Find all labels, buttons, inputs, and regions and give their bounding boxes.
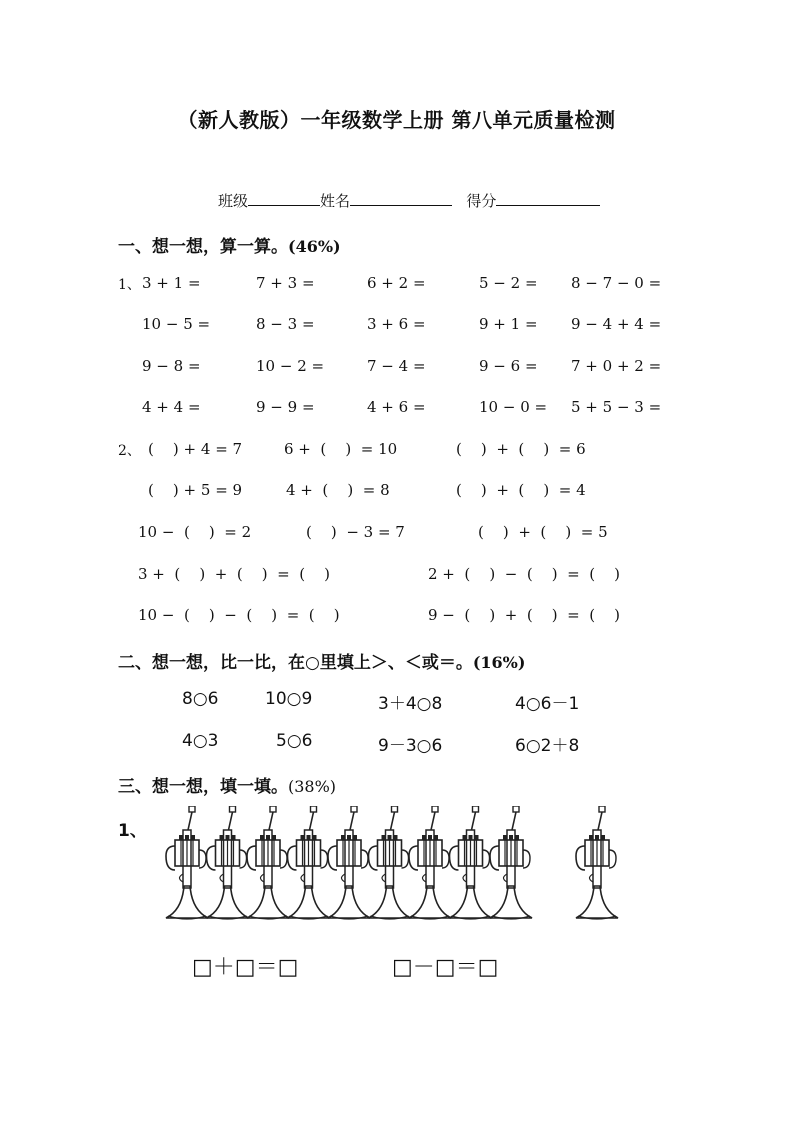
calc-problem[interactable]: 9 − 4 + 4 = [571, 315, 662, 333]
calc-problem[interactable]: 7 − 4 = [367, 357, 426, 375]
section3-part1-label: 1、 [118, 821, 147, 841]
addition-equation[interactable]: □＋□＝□ [192, 955, 299, 980]
calc-problem[interactable]: 5 + 5 − 3 = [571, 398, 662, 416]
trumpet-illustration [160, 806, 620, 922]
calc-problem[interactable]: 8 − 3 = [256, 315, 315, 333]
section1-part1-label: 1、 [118, 277, 141, 293]
trumpet-icon [450, 806, 492, 919]
calc-problem[interactable]: 10 − 5 = [142, 315, 211, 333]
fill-blank-problem[interactable]: ( ) + ( ) = 6 [456, 440, 586, 458]
fill-blank-problem[interactable]: 10 − ( ) = 2 [138, 523, 252, 541]
calc-problem[interactable]: 9 − 6 = [479, 357, 538, 375]
trumpet-icon [207, 806, 249, 919]
calc-problem[interactable]: 6 + 2 = [367, 274, 426, 292]
section2-percent: (16%) [472, 653, 526, 672]
calc-problem[interactable]: 4 + 4 = [142, 398, 201, 416]
fill-blank-problem[interactable]: 2 + ( ) − ( ) = ( ) [428, 565, 621, 583]
comparison-problem[interactable]: 4○3 [182, 731, 219, 751]
section3-heading: 三、想一想，填一填。(38%) [118, 777, 337, 797]
calc-problem[interactable]: 10 − 2 = [256, 357, 325, 375]
trumpet-icon [369, 806, 411, 919]
section1-heading: 一、想一想，算一算。(46%) [118, 237, 341, 257]
trumpet-icon [166, 806, 208, 919]
fill-blank-problem[interactable]: ( ) + 5 = 9 [148, 481, 243, 499]
fill-blank-problem[interactable]: 4 + ( ) = 8 [286, 481, 390, 499]
name-blank[interactable] [350, 191, 452, 206]
calc-problem[interactable]: 9 − 9 = [256, 398, 315, 416]
section2-heading: 二、想一想，比一比，在○里填上＞、＜或＝。(16%) [118, 653, 526, 673]
page-title: （新人教版）一年级数学上册 第八单元质量检测 [177, 108, 616, 132]
comparison-problem[interactable]: 6○2＋8 [515, 736, 580, 756]
score-label: 得分 [466, 192, 497, 210]
section3-percent: (38%) [288, 777, 337, 796]
fill-blank-problem[interactable]: 3 + ( ) + ( ) = ( ) [138, 565, 331, 583]
calc-problem[interactable]: 7 + 3 = [256, 274, 315, 292]
fill-blank-problem[interactable]: ( ) + 4 = 7 [148, 440, 243, 458]
fill-blank-problem[interactable]: ( ) + ( ) = 5 [478, 523, 608, 541]
section1-percent: (46%) [288, 237, 341, 256]
fill-blank-problem[interactable]: ( ) + ( ) = 4 [456, 481, 586, 499]
comparison-problem[interactable]: 8○6 [182, 689, 219, 709]
student-info-line [218, 190, 600, 211]
calc-problem[interactable]: 4 + 6 = [367, 398, 426, 416]
subtraction-equation[interactable]: □－□＝□ [392, 955, 499, 980]
comparison-problem[interactable]: 9－3○6 [378, 736, 443, 756]
trumpet-icon [288, 806, 330, 919]
fill-blank-problem[interactable]: ( ) − 3 = 7 [306, 523, 405, 541]
trumpet-icon [328, 806, 370, 919]
class-label: 班级 [218, 192, 249, 210]
comparison-problem[interactable]: 5○6 [276, 731, 313, 751]
comparison-problem[interactable]: 10○9 [265, 689, 313, 709]
trumpet-icon [490, 806, 532, 919]
single-trumpet-icon [576, 806, 618, 919]
trumpet-icon [409, 806, 451, 919]
fill-blank-problem[interactable]: 10 − ( ) − ( ) = ( ) [138, 606, 340, 624]
name-label: 姓名 [320, 192, 351, 210]
calc-problem[interactable]: 3 + 1 = [142, 274, 201, 292]
calc-problem[interactable]: 10 − 0 = [479, 398, 548, 416]
calc-problem[interactable]: 9 + 1 = [479, 315, 538, 333]
comparison-problem[interactable]: 4○6－1 [515, 694, 580, 714]
calc-problem[interactable]: 3 + 6 = [367, 315, 426, 333]
comparison-problem[interactable]: 3＋4○8 [378, 694, 443, 714]
calc-problem[interactable]: 5 − 2 = [479, 274, 538, 292]
calc-problem[interactable]: 7 + 0 + 2 = [571, 357, 662, 375]
calc-problem[interactable]: 8 − 7 − 0 = [571, 274, 662, 292]
section1-part2-label: 2、 [118, 443, 141, 459]
class-blank[interactable] [248, 191, 320, 206]
score-blank[interactable] [496, 191, 600, 206]
fill-blank-problem[interactable]: 9 − ( ) + ( ) = ( ) [428, 606, 621, 624]
calc-problem[interactable]: 9 − 8 = [142, 357, 201, 375]
trumpet-icon [247, 806, 289, 919]
fill-blank-problem[interactable]: 6 + ( ) = 10 [284, 440, 398, 458]
